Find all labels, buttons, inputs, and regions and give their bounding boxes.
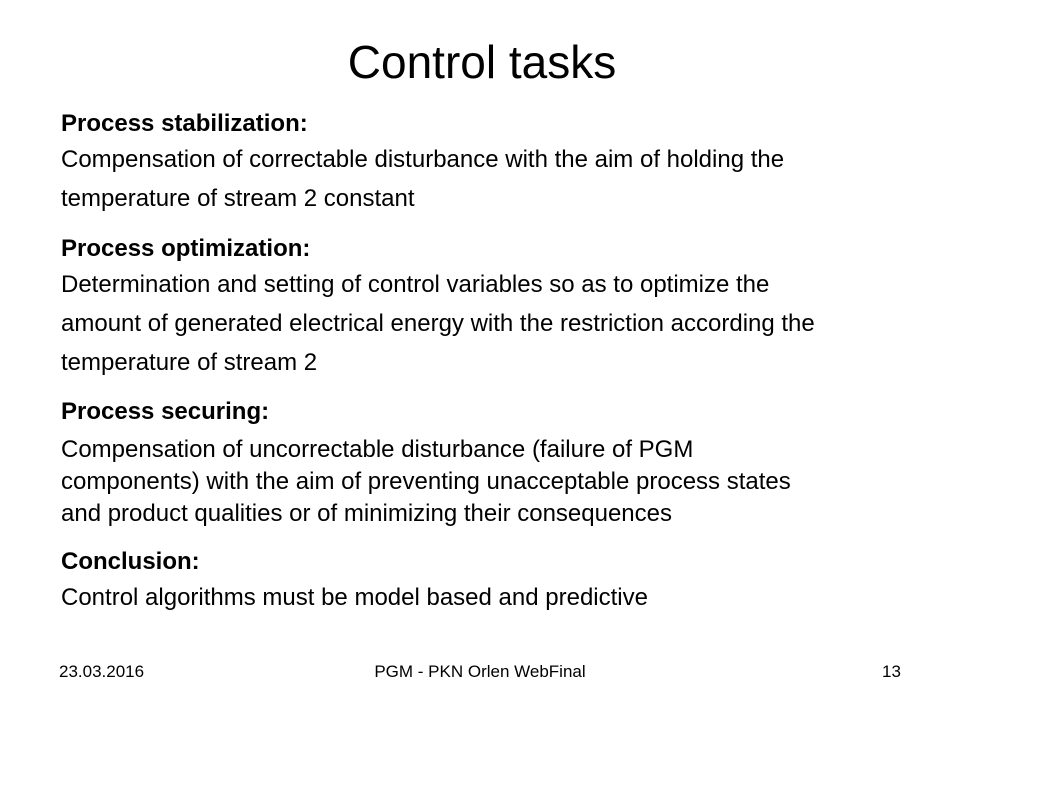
slide-title: Control tasks	[347, 36, 617, 88]
section-text-line: temperature of stream 2 constant	[61, 185, 415, 212]
section-text-line: Determination and setting of control variables so as to optimize the	[61, 271, 770, 298]
section-text-line: amount of generated electrical energy with the restriction according the	[61, 310, 815, 337]
section-process-optimization	[61, 233, 815, 382]
section-text-line: temperature of stream 2	[61, 349, 318, 376]
section-text-line: and product qualities or of minimizing their consequences	[61, 500, 673, 527]
section-text-line: Control algorithms must be model based and predictive	[61, 584, 648, 611]
section-process-stabilization	[61, 108, 784, 218]
section-heading: Process optimization:	[61, 235, 311, 262]
section-text-line: components) with the aim of preventing unacceptable process states	[61, 468, 791, 495]
section-heading: Process stabilization:	[61, 110, 308, 137]
section-text-line: Compensation of correctable disturbance with the aim of holding the	[61, 146, 785, 173]
section-text-line: Compensation of uncorrectable disturbance (failure of PGM	[61, 436, 694, 463]
footer-page-number: 13	[882, 662, 901, 681]
section-conclusion	[61, 546, 648, 617]
section-heading: Process securing:	[61, 398, 270, 425]
footer-date: 23.03.2016	[59, 662, 145, 681]
footer-presentation-name: PGM - PKN Orlen WebFinal	[374, 662, 586, 681]
section-heading: Conclusion:	[61, 548, 200, 575]
section-process-securing	[61, 396, 791, 530]
